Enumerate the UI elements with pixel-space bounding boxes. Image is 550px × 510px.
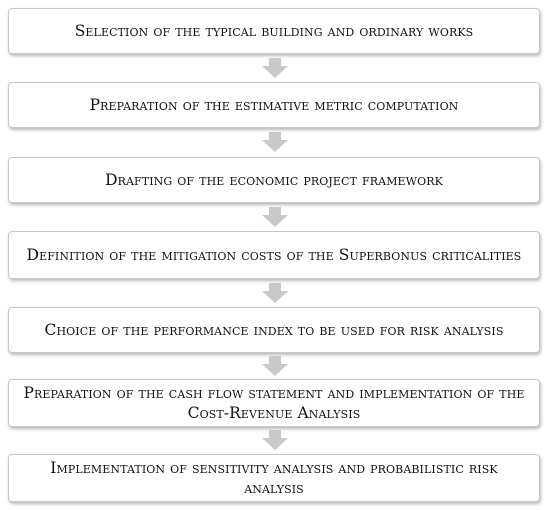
step-6-box: [8, 379, 540, 427]
step-3-box: [8, 157, 540, 203]
step-4-label: Definition of the mitigation costs of the Superbonus criticalities: [26, 246, 522, 264]
down-arrow-icon: [262, 132, 288, 152]
step-1-box: [8, 8, 540, 54]
down-arrow-icon: [262, 283, 288, 303]
step-5-box: [8, 307, 540, 353]
down-arrow-icon: [262, 207, 288, 227]
down-arrow-icon: [262, 430, 288, 450]
step-7-label: Implementation of sensitivity analysis and probabilistic risk analysis: [50, 459, 498, 497]
step-6-label: Preparation of the cash flow statement and implementation of the Cost-Revenue Analysis: [23, 384, 525, 422]
step-2-box: [8, 82, 540, 128]
down-arrow-icon: [262, 356, 288, 376]
step-3-label: Drafting of the economic project framework: [105, 171, 443, 189]
step-4-box: [8, 231, 540, 279]
step-2-label: Preparation of the estimative metric computation: [89, 96, 459, 114]
down-arrow-icon: [262, 58, 288, 78]
step-5-label: Choice of the performance index to be used for risk analysis: [44, 321, 504, 339]
step-7-box: [8, 454, 540, 502]
step-1-label: Selection of the typical building and ordinary works: [74, 22, 474, 40]
